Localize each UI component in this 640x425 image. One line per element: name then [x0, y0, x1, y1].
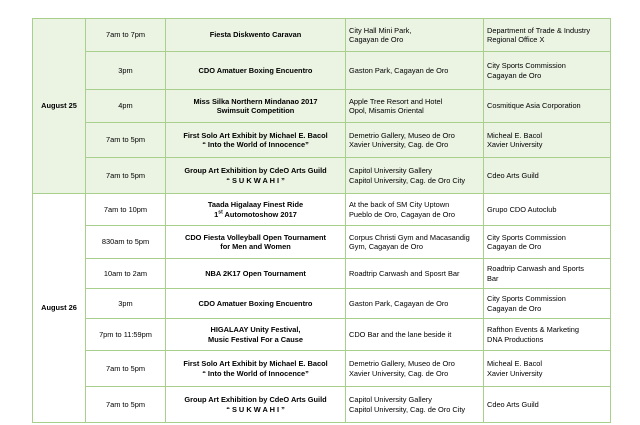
event-cell [166, 319, 346, 351]
organizer-cell [484, 52, 611, 90]
time-cell: 3pm [86, 289, 166, 319]
organizer-line: Cagayan de Oro [487, 70, 542, 80]
organizer-line: Xavier University [487, 140, 543, 149]
event-cell [166, 123, 346, 158]
venue-line: At the back of SM City Uptown [349, 200, 450, 210]
organizer-cell [484, 289, 611, 319]
organizer-line: Bar [487, 273, 499, 283]
event-cell [166, 19, 346, 52]
organizer-cell [484, 19, 611, 52]
event-line: NBA 2K17 Open Tournament [205, 268, 306, 278]
event-line: Group Art Exhibition by CdeO Arts Guild [184, 395, 327, 405]
venue-cell [346, 52, 484, 90]
organizer-line: Department of Trade & Industry [487, 25, 591, 35]
event-cell [166, 90, 346, 123]
venue-cell [346, 123, 484, 158]
table-row [33, 194, 611, 226]
event-line-rest: Automotoshow 2017 [224, 209, 297, 219]
table-row [33, 259, 611, 289]
organizer-line: City Sports Commission [487, 61, 566, 71]
events-schedule-table [32, 18, 611, 423]
venue-cell [346, 90, 484, 123]
event-line: CDO Amatuer Boxing Encuentro [198, 298, 313, 308]
organizer-line: Cdeo Arts Guild [487, 170, 539, 180]
table-row [33, 351, 611, 387]
event-line: Music Festival For a Cause [208, 334, 303, 344]
organizer-line: City Sports Commission [487, 232, 566, 242]
organizer-line: Micheal E. Bacol [487, 130, 543, 140]
organizer-cell [484, 158, 611, 194]
event-cell [166, 289, 346, 319]
venue-cell [346, 289, 484, 319]
venue-cell [346, 259, 484, 289]
venue-cell [346, 351, 484, 387]
organizer-line: Rafthon Events & Marketing [487, 325, 580, 335]
table-row [33, 319, 611, 351]
time-cell: 7am to 5pm [86, 158, 166, 194]
organizer-line: DNA Productions [487, 334, 544, 344]
event-line: for Men and Women [220, 242, 291, 251]
venue-line: Cagayan de Oro [349, 35, 404, 44]
venue-cell [346, 194, 484, 226]
organizer-cell [484, 226, 611, 259]
venue-line: Opol, Misamis Oriental [349, 106, 424, 115]
table-row [33, 289, 611, 319]
time-cell: 7am to 10pm [86, 194, 166, 226]
venue-line: City Hall Mini Park, [349, 25, 412, 35]
organizer-cell [484, 194, 611, 226]
event-cell [166, 194, 346, 226]
time-cell: 7am to 5pm [86, 351, 166, 387]
organizer-line: Grupo CDO Autoclub [487, 204, 557, 214]
organizer-cell [484, 259, 611, 289]
organizer-line: Regional Office X [487, 35, 545, 44]
venue-line: Apple Tree Resort and Hotel [349, 96, 443, 106]
venue-line: Roadtrip Carwash and Sposrt Bar [349, 268, 460, 278]
event-line: First Solo Art Exhibit by Michael E. Bacol [183, 130, 328, 140]
event-line: Taada Higalaay Finest Ride [207, 200, 304, 210]
venue-line: Demetrio Gallery, Museo de Oro [349, 359, 455, 369]
venue-line: Capitol University, Cag. de Oro City [349, 175, 466, 185]
time-cell: 830am to 5pm [86, 226, 166, 259]
venue-line: Pueblo de Oro, Cagayan de Oro [349, 209, 455, 219]
date-cell: August 25 [33, 19, 86, 194]
venue-cell [346, 226, 484, 259]
organizer-line: Cdeo Arts Guild [487, 399, 539, 409]
event-line: CDO Fiesta Volleyball Open Tournament [185, 232, 326, 242]
event-line: Swimsuit Competition [216, 106, 295, 115]
event-line: Miss Silka Northern Mindanao 2017 [193, 96, 318, 106]
table-row [33, 226, 611, 259]
time-cell: 7pm to 11:59pm [86, 319, 166, 351]
table-row [33, 52, 611, 90]
venue-line: CDO Bar and the lane beside it [349, 329, 452, 339]
venue-line: Gym, Cagayan de Oro [349, 242, 423, 251]
event-cell [166, 52, 346, 90]
time-cell: 4pm [86, 90, 166, 123]
organizer-cell [484, 319, 611, 351]
organizer-line: City Sports Commission [487, 294, 566, 304]
event-ordinal-suffix: st [218, 209, 223, 216]
time-cell: 7am to 5pm [86, 123, 166, 158]
organizer-line: Cagayan de Oro [487, 242, 542, 251]
event-cell [166, 158, 346, 194]
event-line: Group Art Exhibition by CdeO Arts Guild [184, 166, 327, 176]
organizer-cell [484, 90, 611, 123]
event-line [169, 210, 342, 219]
event-line: HIGALAAY Unity Festival, [210, 325, 301, 335]
table-row [33, 19, 611, 52]
venue-cell [346, 158, 484, 194]
event-line: “ S U K W A H I ” [226, 175, 285, 185]
organizer-line: Roadtrip Carwash and Sports [487, 264, 584, 274]
event-ordinal: 1 [214, 209, 219, 219]
organizer-cell [484, 123, 611, 158]
organizer-cell [484, 351, 611, 387]
venue-cell [346, 319, 484, 351]
event-line: “ Into the World of Innocence” [202, 140, 309, 149]
table-row [33, 387, 611, 423]
organizer-cell [484, 387, 611, 423]
event-line: “ S U K W A H I ” [226, 404, 285, 414]
date-cell: August 26 [33, 194, 86, 423]
venue-line: Capitol University Gallery [349, 166, 432, 176]
table-row [33, 90, 611, 123]
organizer-line: Cosmitique Asia Corporation [487, 101, 581, 111]
venue-line: Corpus Christi Gym and Macasandig [349, 232, 470, 242]
venue-cell [346, 387, 484, 423]
venue-line: Capitol University, Cag. de Oro City [349, 404, 466, 414]
event-line: CDO Amatuer Boxing Encuentro [198, 65, 313, 75]
schedule-page [32, 18, 610, 423]
event-line: Fiesta Diskwento Caravan [209, 30, 302, 40]
event-cell [166, 351, 346, 387]
time-cell: 7am to 5pm [86, 387, 166, 423]
venue-cell [346, 19, 484, 52]
organizer-line: Xavier University [487, 368, 543, 378]
time-cell: 10am to 2am [86, 259, 166, 289]
event-line: First Solo Art Exhibit by Michael E. Bacol [183, 359, 328, 369]
event-cell [166, 259, 346, 289]
event-cell [166, 226, 346, 259]
event-cell [166, 387, 346, 423]
event-line: “ Into the World of Innocence” [202, 368, 309, 378]
table-row [33, 158, 611, 194]
venue-line: Gaston Park, Cagayan de Oro [349, 65, 449, 75]
time-cell: 3pm [86, 52, 166, 90]
venue-line: Demetrio Gallery, Museo de Oro [349, 130, 455, 140]
venue-line: Gaston Park, Cagayan de Oro [349, 298, 449, 308]
organizer-line: Cagayan de Oro [487, 303, 542, 313]
time-cell: 7am to 7pm [86, 19, 166, 52]
venue-line: Capitol University Gallery [349, 395, 432, 405]
table-row [33, 123, 611, 158]
organizer-line: Micheal E. Bacol [487, 359, 543, 369]
venue-line: Xavier University, Cag. de Oro [349, 140, 449, 149]
venue-line: Xavier University, Cag. de Oro [349, 368, 449, 378]
